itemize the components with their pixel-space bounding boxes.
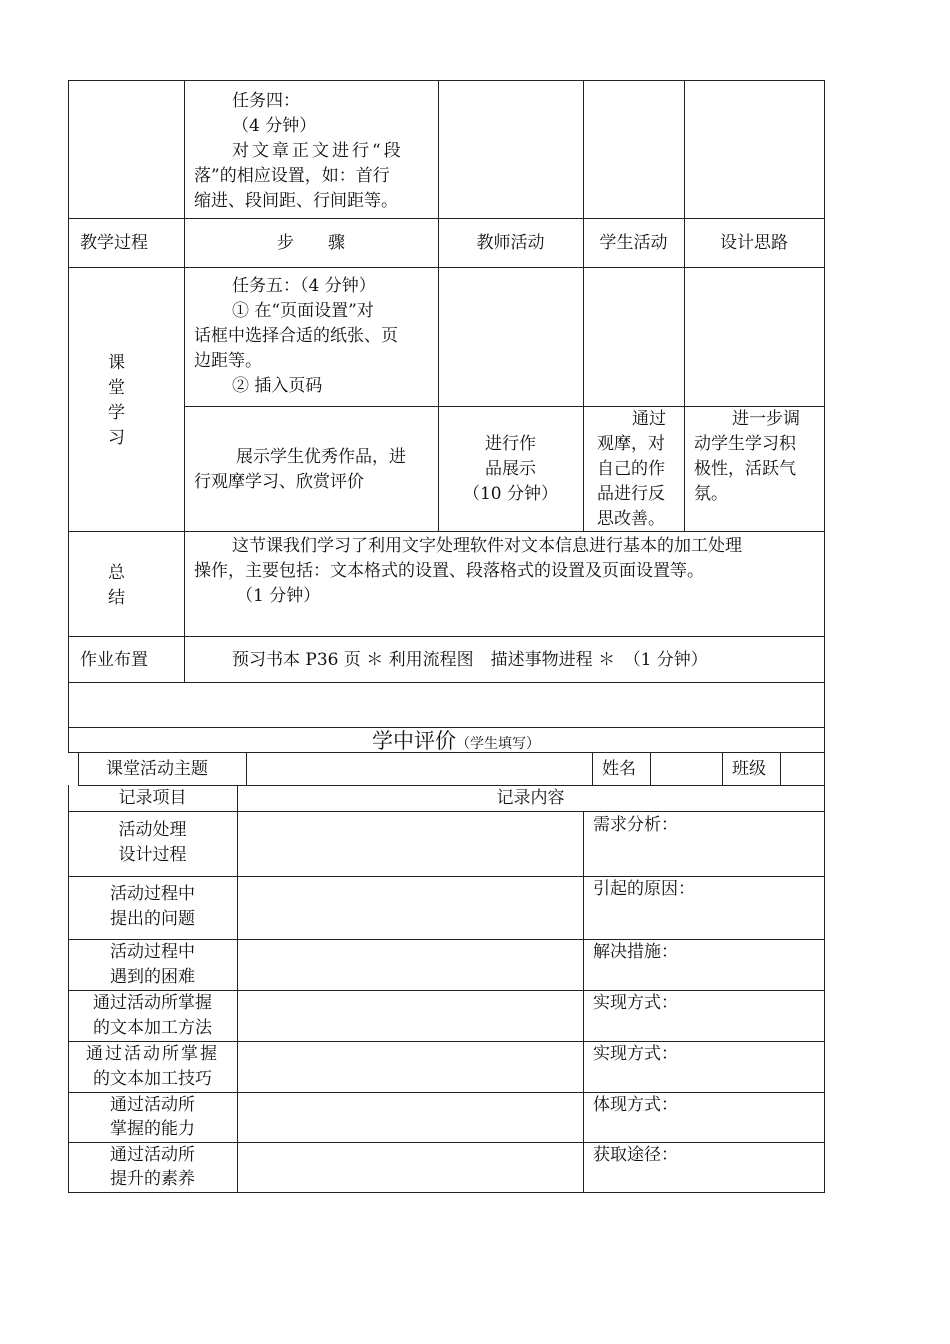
homework-text: 预习书本 P36 页 ＊ 利用流程图 描述事物进程 ＊ （1 分钟） xyxy=(232,650,708,670)
grid-line xyxy=(780,752,781,785)
task5-line: 任务五：（4 分钟） xyxy=(232,276,376,296)
grid-line xyxy=(78,752,79,785)
showcase-student-line: 观摩，对 xyxy=(597,434,665,454)
showcase-design-line: 氛。 xyxy=(694,484,728,504)
grid-line xyxy=(824,785,825,1192)
grid-line xyxy=(68,267,825,268)
grid-line xyxy=(68,876,825,877)
record-note: 实现方式： xyxy=(593,993,678,1013)
showcase-steps-line: 展示学生优秀作品，进 xyxy=(236,447,406,467)
eval-title-note: （学生填写） xyxy=(456,736,540,752)
record-note: 体现方式： xyxy=(593,1095,678,1115)
summary-line: 这节课我们学习了利用文字处理软件对文本信息进行基本的加工处理 xyxy=(232,536,742,556)
header-teacher: 教师活动 xyxy=(476,233,545,253)
record-item: 提出的问题 xyxy=(110,909,195,929)
grid-line xyxy=(68,218,825,219)
grid-line xyxy=(184,80,185,682)
showcase-student-line: 通过 xyxy=(632,409,666,429)
grid-line xyxy=(68,531,825,532)
col-item-header: 记录项目 xyxy=(118,788,187,808)
grid-line xyxy=(68,80,825,81)
section-label-char: 学 xyxy=(108,403,125,423)
showcase-design-line: 极性，活跃气 xyxy=(694,459,796,479)
task4-line: 落”的相应设置，如：首行 xyxy=(194,166,390,186)
grid-line xyxy=(246,752,247,785)
section-label-char: 堂 xyxy=(108,378,125,398)
header-process: 教学过程 xyxy=(80,233,148,253)
record-item: 通过活动所掌握 xyxy=(86,1044,219,1064)
grid-line xyxy=(650,752,651,785)
record-item: 通过活动所 xyxy=(110,1095,195,1115)
grid-line xyxy=(68,682,825,683)
showcase-teacher-line: （10 分钟） xyxy=(462,484,559,504)
record-item: 遇到的困难 xyxy=(110,967,195,987)
header-student: 学生活动 xyxy=(599,233,668,253)
class-label: 班级 xyxy=(732,759,766,779)
showcase-student-line: 思改善。 xyxy=(597,509,665,529)
grid-line xyxy=(583,80,584,531)
topic-label: 课堂活动主题 xyxy=(106,759,208,779)
task4-line: 任务四： xyxy=(232,91,300,111)
record-item: 提升的素养 xyxy=(110,1169,195,1189)
class-input[interactable] xyxy=(784,757,822,782)
eval-title xyxy=(372,728,540,757)
record-note: 获取途径： xyxy=(593,1145,678,1165)
showcase-teacher-line: 品展示 xyxy=(485,459,536,479)
name-label: 姓名 xyxy=(602,759,636,779)
grid-line xyxy=(184,406,825,407)
record-item: 的文本加工技巧 xyxy=(93,1069,212,1089)
homework-label: 作业布置 xyxy=(80,650,148,670)
col-content-header: 记录内容 xyxy=(496,788,565,808)
section-label-char: 课 xyxy=(108,353,125,373)
showcase-student-line: 自己的作 xyxy=(597,459,665,479)
showcase-student-line: 品进行反 xyxy=(597,484,665,504)
grid-line xyxy=(684,80,685,531)
task5-line: ① 在“页面设置”对 xyxy=(232,301,374,321)
task5-line: 边距等。 xyxy=(194,351,262,371)
task4-line: 缩进、段间距、行间距等。 xyxy=(194,191,398,211)
record-item: 活动过程中 xyxy=(110,884,195,904)
grid-line xyxy=(68,80,69,752)
showcase-design-line: 动学生学习积 xyxy=(694,434,796,454)
record-item: 设计过程 xyxy=(118,845,187,865)
grid-line xyxy=(824,80,825,752)
task4-line: （4 分钟） xyxy=(232,116,317,136)
grid-line xyxy=(68,1192,825,1193)
grid-line xyxy=(592,752,593,785)
showcase-design-line: 进一步调 xyxy=(732,409,800,429)
record-item: 活动处理 xyxy=(118,820,187,840)
summary-label-char: 总 xyxy=(108,563,125,583)
showcase-steps-line: 行观摩学习、欣赏评价 xyxy=(194,472,364,492)
record-item: 掌握的能力 xyxy=(110,1119,195,1139)
grid-line xyxy=(824,752,825,785)
showcase-teacher-line: 进行作 xyxy=(485,434,536,454)
topic-input[interactable] xyxy=(250,757,588,782)
task5-line: 话框中选择合适的纸张、页 xyxy=(194,326,398,346)
record-item: 通过活动所 xyxy=(110,1145,195,1165)
record-note: 解决措施： xyxy=(593,942,678,962)
grid-line xyxy=(583,811,584,1192)
summary-line: 操作，主要包括：文本格式的设置、段落格式的设置及页面设置等。 xyxy=(194,561,704,581)
grid-line xyxy=(722,752,723,785)
record-note: 实现方式： xyxy=(593,1044,678,1064)
task5-line: ② 插入页码 xyxy=(232,376,323,396)
grid-line xyxy=(237,785,238,1192)
record-item: 活动过程中 xyxy=(110,942,195,962)
task4-line: 对文章正文进行“段 xyxy=(232,141,404,161)
grid-line xyxy=(68,811,825,812)
header-design: 设计思路 xyxy=(720,233,788,253)
grid-line xyxy=(68,636,825,637)
summary-line: （1 分钟） xyxy=(236,586,321,606)
eval-title-text: 学中评价 xyxy=(372,729,456,753)
section-label-char: 习 xyxy=(108,428,125,448)
record-note: 引起的原因： xyxy=(593,879,695,899)
record-item: 的文本加工方法 xyxy=(93,1018,212,1038)
name-input[interactable] xyxy=(654,757,718,782)
summary-label-char: 结 xyxy=(108,588,125,608)
header-steps: 步 骤 xyxy=(277,233,345,253)
record-note: 需求分析： xyxy=(593,815,678,835)
record-item: 通过活动所掌握 xyxy=(93,993,212,1013)
